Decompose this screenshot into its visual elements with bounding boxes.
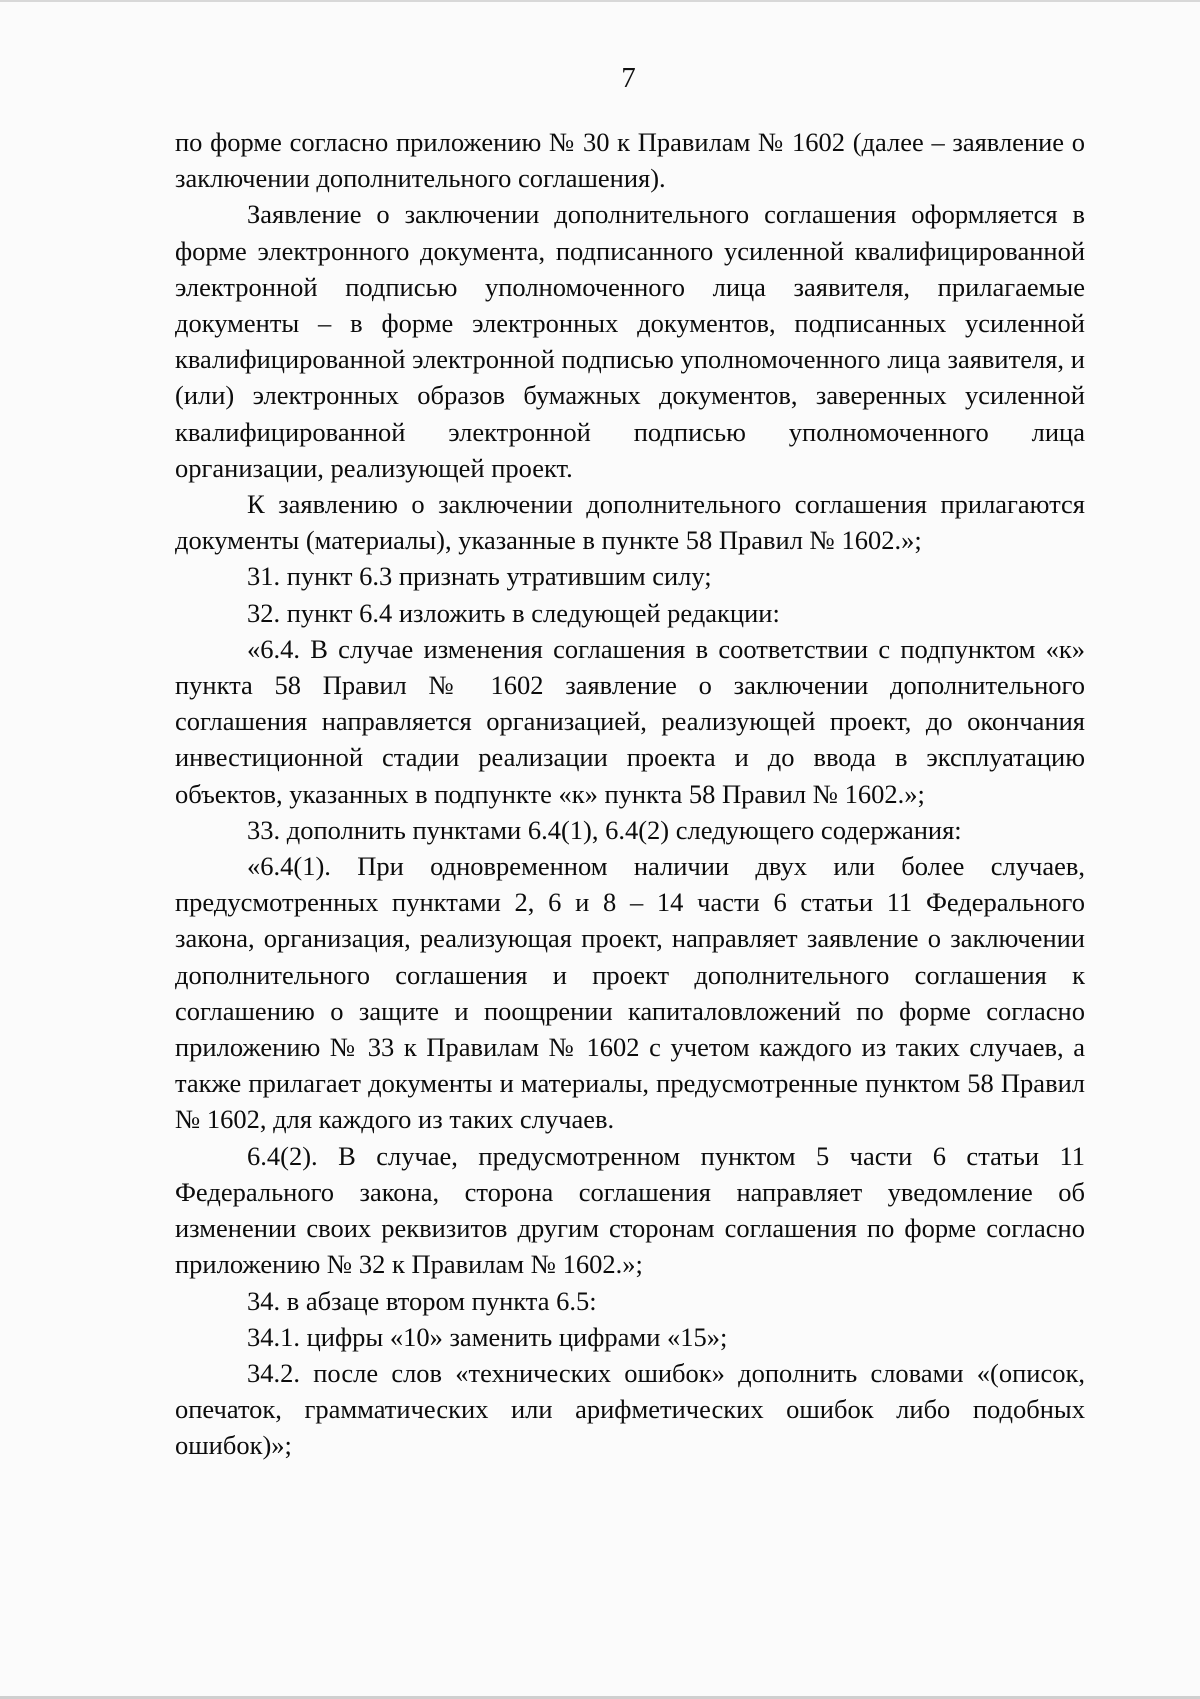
paragraph-item-34-2: 34.2. после слов «технических ошибок» дополнить словами «(описок, опечаток, грамматических или арифметических ошибок либо подобных ошибок)»; [175, 1357, 1085, 1461]
paragraph-application-form: Заявление о заключении дополнительного соглашения оформляется в форме электронного документа, подписанного усиленной квалифицированной электронной подписью уполномоченного лица заявителя, прилагаемые документы – в форме электронных документов, подписанных усиленной квалифицированной электронной подписью уполномоченного лица заявителя, и (или) электронных образов бумажных документов, заверенных усиленной квалифицированной электронной подписью уполномоченного лица организации, реализующей проект. [175, 199, 1085, 483]
paragraph-clause-6-4-2: 6.4(2). В случае, предусмотренном пунктом 5 части 6 статьи 11 Федерального закона, сторона соглашения направляет уведомление об изменении своих реквизитов другим сторонам соглашения по форме согласно приложению № 32 к Правилам № 1602.»; [175, 1140, 1085, 1280]
paragraph-item-34: 34. в абзаце втором пункта 6.5: [247, 1285, 597, 1316]
paragraph-item-33: 33. дополнить пунктами 6.4(1), 6.4(2) следующего содержания: [247, 814, 962, 845]
paragraph-item-34-1: 34.1. цифры «10» заменить цифрами «15»; [247, 1321, 728, 1352]
paragraph-clause-6-4: «6.4. В случае изменения соглашения в соответствии с подпунктом «к» пункта 58 Правил № 1602 заявление о заключении дополнительного соглашения направляется организацией, реализующей проект, до окончания инвестиционной стадии реализации проекта и до ввода в эксплуатацию объектов, указанных в подпункте «к» пункта 58 Правил № 1602.»; [175, 633, 1085, 809]
paragraph-item-32: 32. пункт 6.4 изложить в следующей редакции: [247, 597, 780, 628]
paragraph-attached-documents: К заявлению о заключении дополнительного соглашения прилагаются документы (материалы), указанные в пункте 58 Правил № 1602.»; [175, 489, 1085, 556]
scan-edge-top [0, 0, 1200, 2]
document-body [175, 124, 1085, 1464]
page-number: 7 [621, 62, 636, 94]
paragraph-item-31: 31. пункт 6.3 признать утратившим силу; [247, 561, 712, 592]
paragraph-continuation: по форме согласно приложению № 30 к Правилам № 1602 (далее – заявление о заключении дополнительного соглашения). [175, 127, 1085, 194]
paragraph-clause-6-4-1: «6.4(1). При одновременном наличии двух или более случаев, предусмотренных пунктами 2, 6 и 8 – 14 части 6 статьи 11 Федерального закона, организация, реализующая проект, направляет заявление о заключении дополнительного соглашения и проект дополнительного соглашения к соглашению о защите и поощрении капиталовложений по форме согласно приложению № 33 к Правилам № 1602 с учетом каждого из таких случаев, а также прилагает документы и материалы, предусмотренные пунктом 58 Правил № 1602, для каждого из таких случаев. [175, 851, 1085, 1135]
